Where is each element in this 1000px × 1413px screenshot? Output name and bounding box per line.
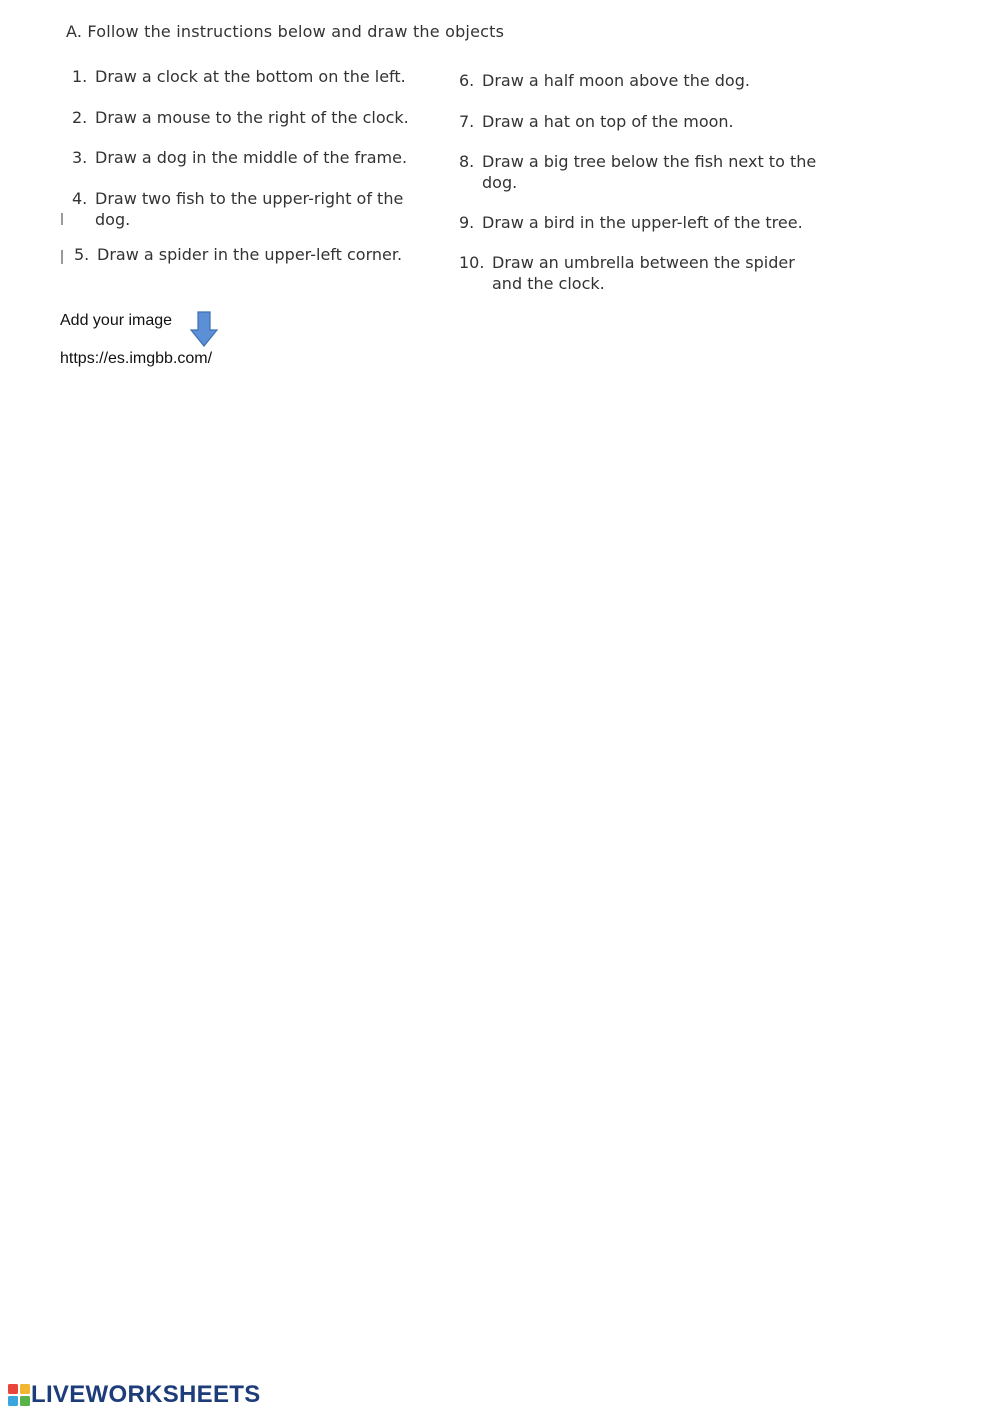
- instruction-number: 3.: [72, 148, 88, 167]
- instruction-item: [459, 151, 844, 193]
- instruction-number: 4.: [72, 189, 88, 208]
- instruction-text: Draw a dog in the middle of the frame.: [95, 148, 408, 167]
- instruction-item: [74, 244, 444, 265]
- instruction-item: [459, 252, 819, 294]
- instruction-text: Draw a hat on top of the moon.: [482, 112, 734, 131]
- instruction-item: [459, 212, 859, 233]
- instruction-text: Draw a half moon above the dog.: [482, 71, 750, 90]
- instruction-text: Draw a spider in the upper-left corner.: [97, 245, 403, 264]
- instruction-number: 6.: [459, 71, 475, 90]
- add-image-label: Add your image: [60, 312, 173, 329]
- imgbb-link[interactable]: https://es.imgbb.com/: [60, 350, 213, 367]
- liveworksheets-logo-icon: [8, 1384, 30, 1406]
- down-arrow-icon: [189, 311, 219, 347]
- scan-edge-mark: [61, 250, 63, 264]
- instruction-text: Draw a big tree below the fish next to the dog.: [482, 152, 817, 192]
- instruction-item: [459, 70, 859, 91]
- instruction-number: 8.: [459, 152, 475, 171]
- instruction-number: 2.: [72, 108, 88, 127]
- instruction-text: Draw a mouse to the right of the clock.: [95, 108, 409, 127]
- page-title: A. Follow the instructions below and draw the objects: [66, 22, 505, 41]
- instruction-text: Draw an umbrella between the spider and the clock.: [492, 253, 795, 293]
- instruction-number: 5.: [74, 245, 90, 264]
- scan-edge-mark: [61, 213, 63, 225]
- footer-brand: [8, 1382, 261, 1408]
- instruction-item: [72, 107, 442, 128]
- instruction-item: [72, 66, 442, 87]
- instruction-number: 9.: [459, 213, 475, 232]
- instruction-number: 10.: [459, 253, 485, 272]
- brand-name: LIVEWORKSHEETS: [31, 1381, 261, 1408]
- instruction-item: [459, 111, 859, 132]
- instruction-text: Draw two fish to the upper-right of the dog.: [95, 189, 404, 229]
- instruction-text: Draw a clock at the bottom on the left.: [95, 67, 406, 86]
- instruction-item: [72, 188, 427, 230]
- instruction-number: 7.: [459, 112, 475, 131]
- instruction-number: 1.: [72, 67, 88, 86]
- instruction-item: [72, 147, 442, 168]
- instruction-text: Draw a bird in the upper-left of the tree.: [482, 213, 803, 232]
